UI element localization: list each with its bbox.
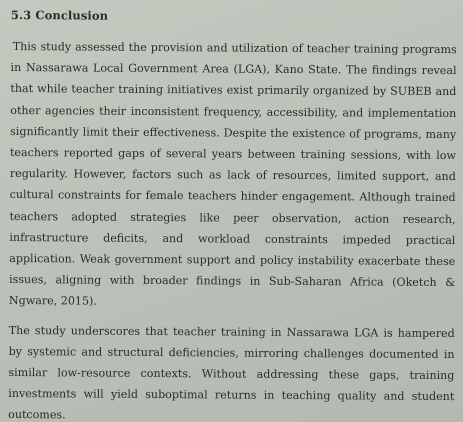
conclusion-section [8,8,457,422]
paragraph-1: This study assessed the provision and utilization of teacher training programs in Nassarawa Local Government Area (LGA), Kano State. The findings reveal that while teacher training initiatives exist primarily organized by SUBEB and other agencies their inconsistent frequency, accessibility, and implementation significantly limit their effectiveness. Despite the existence of programs, many teachers reported gaps of several years between training sessions, with low regularity. However, factors such as lack of resources, limited support, and cultural constraints for female teachers hinder engagement. Although trained teachers adopted strategies like peer observation, action research, infrastructure deficits, and workload constraints impeded practical application. Weak government support and policy instability exacerbate these issues, aligning with broader findings in Sub-Saharan Africa (Oketch & Ngware, 2015). [8,40,457,309]
section-heading: 5.3 Conclusion [10,8,109,23]
paragraph-2: The study underscores that teacher training in Nassarawa LGA is hampered by systemic and structural deficiencies, mirroring challenges documented in similar low-resource contexts. Without addressing these gaps, training investments will yield suboptimal returns in teaching quality and student outcomes. [8,323,455,422]
